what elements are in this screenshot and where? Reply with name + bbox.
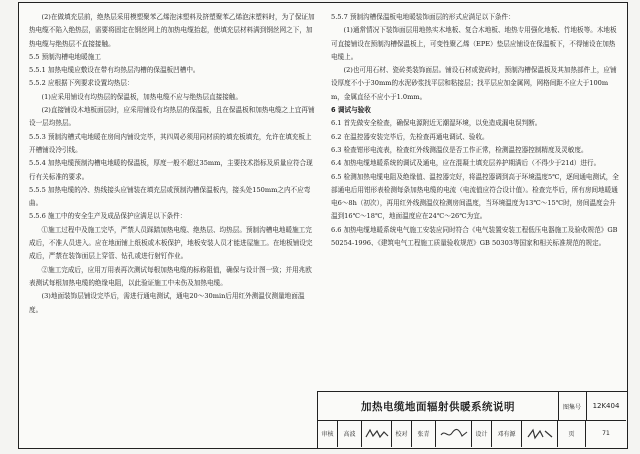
page-label: 页 — [558, 420, 586, 447]
paragraph: (1)应采用铺设有均热层的保温板，加热电缆不应与绝热层直接接触。 — [41, 92, 243, 101]
page-number: 71 — [602, 430, 610, 437]
paragraph: 5.5.5 加热电缆的冷、热线接头应铺装在填充层或预制沟槽保温板内，接头处150mm之内不应弯曲。 — [29, 185, 311, 208]
paragraph: 5.5.7 预制沟槽保温板电地暖装饰面层的形式应满足以下条件： — [331, 13, 515, 21]
paragraph: 5.5.4 加热电缆预制沟槽电地暖的保温板，厚度一般不超过35mm，主要技术指标及质量应符合现行有关标准的要求。 — [29, 159, 313, 181]
paragraph: 6.5 检测加热电缆电阻及绝缘值、温控器完好，将温控器调到高于环境温度5℃，逐间通电测试，全部通电后用钳形表检测每条加热电缆的电流（电流值应符合设计值）。检查完毕后，所有房间地暖通电6～8h（初次），再用红外线测温仪检测房间温度，当环境温度为13℃～15℃时，房间温度会升温到16℃～18℃，地面温度应在24℃～26℃为宜。 — [331, 172, 619, 221]
check-label: 校对 — [392, 420, 412, 447]
right-text-column — [331, 11, 619, 250]
designer-signature-mark — [525, 427, 555, 441]
designer-signature — [522, 420, 558, 447]
drawing-title: 加热电缆地面辐射供暖系统说明 — [318, 392, 559, 420]
paragraph: 6.2 在温控器安装完毕后，先检查再通电调试、验收。 — [331, 132, 489, 141]
paragraph: 6 调试与验收 — [331, 106, 371, 115]
atlas-number: 12K404 — [592, 402, 620, 410]
paragraph: 5.5.6 施工中的安全生产及成品保护应满足以下条件： — [29, 212, 187, 221]
reviewer-signature-mark — [364, 427, 390, 441]
checker-signature — [436, 420, 472, 447]
reviewer-signature — [362, 420, 392, 447]
paragraph: 6.3 检查钳形电流表，检查红外线测温仪是否工作正常，检测温控器控制精度及灵敏度。 — [331, 145, 588, 154]
design-label: 设计 — [472, 420, 492, 447]
paragraph: 6.6 加热电缆地暖系统电气施工安装应同时符合《电气装置安装工程低压电器施工及验收规范》GB 50254-1996、《建筑电气工程施工质量验收规范》GB 50303等国家和相关标准规范的规定。 — [331, 225, 618, 248]
paragraph: 6.4 加热电缆地暖系统的调试及通电，应在混凝土填充层养护期满后（不得少于21d）进行。 — [331, 159, 601, 168]
checker-signature-mark — [439, 427, 469, 441]
drawing-sheet — [18, 2, 628, 449]
atlas-number-label: 图集号 — [558, 392, 587, 420]
designer-name: 邓有源 — [492, 420, 522, 447]
paragraph: (2)也可用石材、瓷砖类装饰面层。铺设石材或瓷砖时，预制沟槽保温板及其加热部件上，应铺设厚度不小于30mm的水泥砂浆找平层和粘接层；找平层应加金属网，网格间距不应大于100mm，金属直径不应小于1.0mm。 — [331, 66, 617, 101]
paragraph: 5.5.1 加热电缆应敷设在带有均热层沟槽的保温板凹槽中。 — [29, 66, 200, 75]
left-text-column — [29, 11, 317, 317]
title-block — [317, 391, 627, 448]
paragraph: 5.5 预制沟槽电地暖施工 — [29, 52, 101, 61]
paragraph: (2)在做填充层前，绝热层采用模塑聚苯乙烯泡沫塑料及挤塑聚苯乙烯泡沫塑料时，为了保证加热电缆不陷入绝热层，需要将固定在钢丝网上的加热电缆抬起，使填充层材料满到钢丝网之下，加热电缆与绝热层不直接接触。 — [29, 13, 315, 48]
paragraph: (2)直接铺设木地板面层时，应采用铺设有均热层的保温板，且在保温板和加热电缆之上宜再铺设一层均热层。 — [29, 106, 315, 128]
review-label: 审核 — [318, 420, 338, 447]
paragraph: 5.5.2 应根据下列要求设置均热层： — [29, 79, 134, 88]
paragraph: 6.1 首先做安全检查，确保电源附近无潮湿环境，以免造成漏电误判断。 — [331, 119, 542, 128]
paragraph: ①施工过程中及施工完毕，严禁人员踩踏加热电缆、绝热层、均热层。预制沟槽电地暖施工完成后，不准人员进入。应在地面铺上纸板或木板保护，地板安装人员才能进屋施工。在地板铺设完成后，严禁在装饰面层上穿管、钻孔或进行射钉作业。 — [29, 225, 313, 261]
paragraph: (1)通常情况下装饰面层用地热实木地板、复合木地板、地热专用强化地板、竹地板等。木地板可直接铺设在预制沟槽保温板上，可变性聚乙烯（EPE）垫层应铺设在保温板下，不得铺设在加热电缆上。 — [331, 26, 617, 61]
paragraph: ②施工完成后，应用万用表再次测试每根加热电缆的标称阻值，确保与设计图一致；并用兆欧表测试每根加热电缆的绝缘电阻，以此验证施工中未伤及加热电缆。 — [29, 265, 312, 287]
paragraph: 5.5.3 预制沟槽式电地暖在房间内铺设完毕，其四周必须用同材质的填充板填充，允许在填充板上开槽铺设冷引线。 — [29, 132, 312, 154]
checker-name: 张青 — [412, 420, 436, 447]
paragraph: (3)地面装饰层铺设完毕后，需进行通电测试，通电20～30min后用红外测温仪测量地面温度。 — [29, 292, 305, 314]
reviewer-name: 高波 — [338, 420, 362, 447]
